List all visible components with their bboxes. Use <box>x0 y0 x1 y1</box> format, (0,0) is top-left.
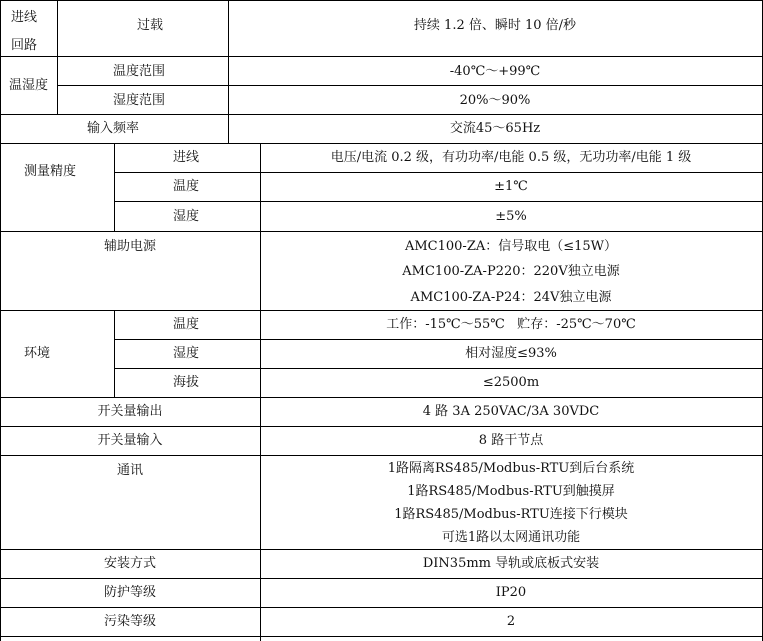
row-divider <box>0 455 763 456</box>
row-divider <box>57 85 763 86</box>
sub-label: 湿度 <box>173 209 200 224</box>
row-divider <box>0 426 763 427</box>
cell-value: 持续 1.2 倍、瞬时 10 倍/秒 <box>413 18 577 33</box>
row-label: 温湿度 <box>9 78 49 93</box>
row-divider <box>0 231 763 232</box>
row-divider <box>114 339 763 340</box>
row-divider <box>0 578 763 579</box>
row-divider <box>0 56 763 57</box>
row-divider <box>114 368 763 369</box>
sub-label: 温度 <box>173 179 200 194</box>
cell-value: 电压/电流 0.2 级，有功功率/电能 0.5 级，无功功率/电能 1 级 <box>330 150 692 165</box>
cell-value: ≤2500m <box>482 375 540 390</box>
sub-label: 过载 <box>137 18 164 33</box>
column-divider <box>114 310 115 397</box>
row-label: 环境 <box>24 346 51 361</box>
cell-value: 2 <box>506 614 516 629</box>
row-divider <box>0 607 763 608</box>
cell-value: 8 路干节点 <box>478 433 544 448</box>
column-divider <box>260 143 261 641</box>
row-label: 安装方式 <box>103 556 157 571</box>
row-divider <box>0 397 763 398</box>
row-label: 开关量输出 <box>97 404 163 419</box>
row-label: 输入频率 <box>86 121 140 136</box>
row-label: 防护等级 <box>103 585 157 600</box>
row-label: 回路 <box>11 38 38 53</box>
cell-value: ±5% <box>495 209 527 224</box>
row-label: 测量精度 <box>24 164 77 179</box>
cell-value: 交流45～65Hz <box>449 121 541 136</box>
row-divider <box>114 172 763 173</box>
cell-value-line: AMC100-ZA-P220：220V独立电源 <box>402 264 620 279</box>
cell-value-line: 1路RS485/Modbus-RTU到触摸屏 <box>407 484 615 499</box>
column-divider <box>114 143 115 231</box>
column-divider <box>57 0 58 114</box>
cell-value: 20%～90% <box>459 93 531 108</box>
row-label: 通讯 <box>116 463 144 478</box>
row-divider <box>0 549 763 550</box>
sub-label: 湿度范围 <box>113 93 166 108</box>
column-divider <box>0 0 1 641</box>
cell-value-line: 可选1路以太网通讯功能 <box>441 530 581 545</box>
sub-label: 进线 <box>173 150 200 165</box>
cell-value: 工作：-15℃～55℃ 贮存：-25℃～70℃ <box>386 317 636 332</box>
cell-value-line: 1路隔离RS485/Modbus-RTU到后台系统 <box>387 461 635 476</box>
cell-value: IP20 <box>495 585 527 600</box>
cell-value: DIN35mm 导轨或底板式安装 <box>422 556 600 571</box>
row-divider <box>0 114 763 115</box>
sub-label: 温度 <box>173 317 200 332</box>
cell-value: 4 路 3A 250VAC/3A 30VDC <box>422 404 600 419</box>
row-label: 进线 <box>11 10 38 25</box>
sub-label: 海拔 <box>173 375 200 390</box>
cell-value: -40℃～+99℃ <box>449 64 541 79</box>
row-label: 开关量输入 <box>97 433 163 448</box>
row-label: 污染等级 <box>103 614 157 629</box>
row-divider <box>0 636 763 637</box>
row-label: 辅助电源 <box>103 239 157 254</box>
cell-value-line: 1路RS485/Modbus-RTU连接下行模块 <box>394 507 628 522</box>
cell-value: 相对湿度≤93% <box>465 346 557 361</box>
sub-label: 温度范围 <box>113 64 166 79</box>
row-divider <box>0 0 763 1</box>
cell-value-line: AMC100-ZA：信号取电（≤15W） <box>404 239 618 254</box>
column-divider <box>228 0 229 143</box>
cell-value-line: AMC100-ZA-P24：24V独立电源 <box>410 290 612 305</box>
sub-label: 湿度 <box>173 346 200 361</box>
row-divider <box>114 201 763 202</box>
cell-value: ±1℃ <box>494 179 528 194</box>
